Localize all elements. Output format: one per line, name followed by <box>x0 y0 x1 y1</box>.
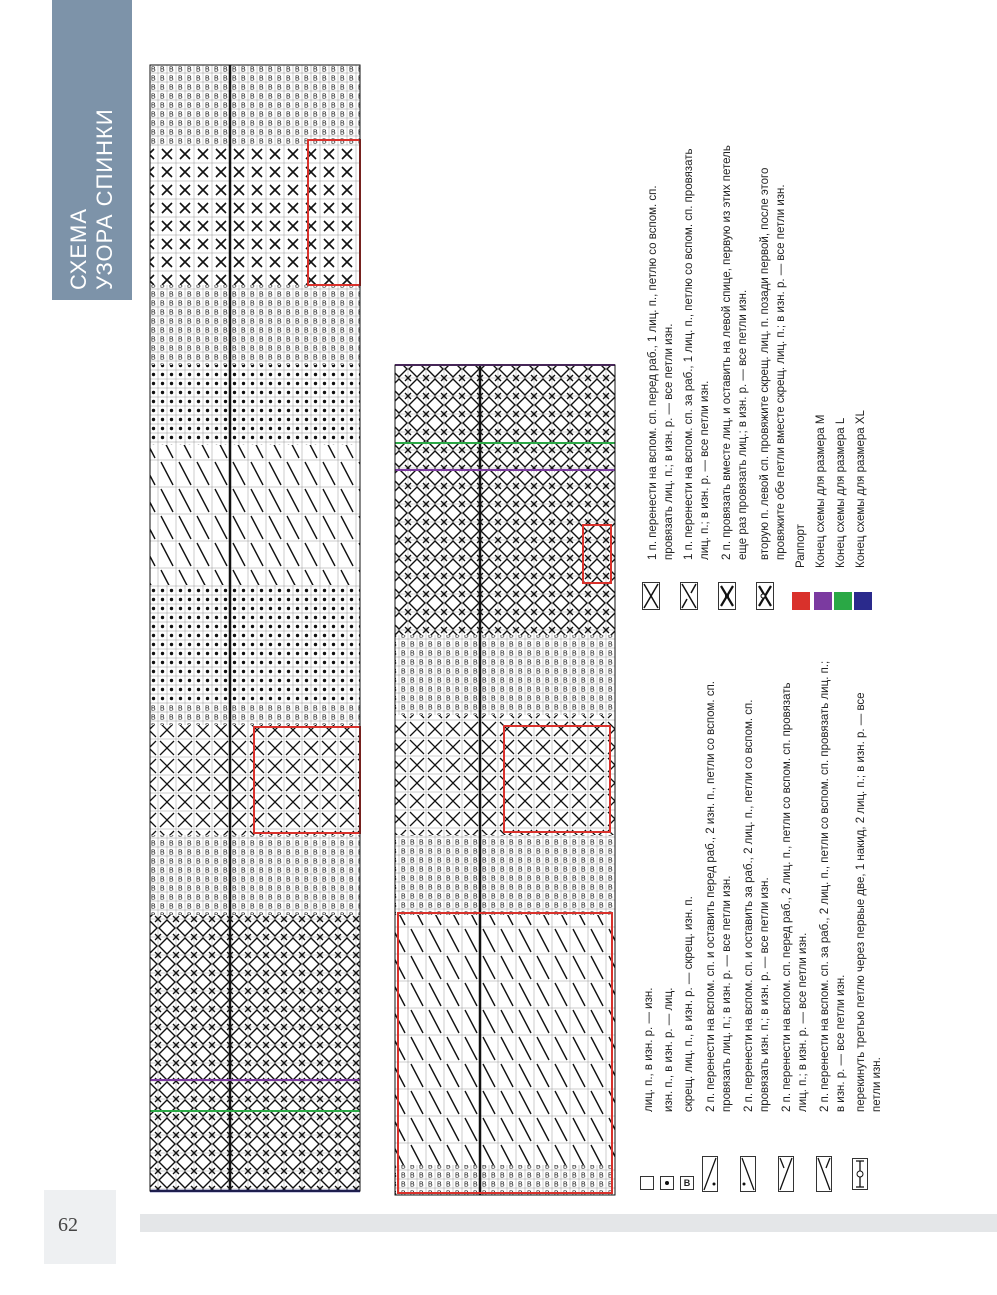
letter-v-square-icon: В <box>680 1176 694 1190</box>
legend-item-twist-back-line-1: вторую п. левой сп. провяжите скрещ. лиц. п. позади первой, после этого <box>759 167 771 560</box>
page-number-box <box>44 1190 116 1264</box>
purple-swatch <box>814 592 832 610</box>
section-title-tab <box>52 0 132 300</box>
twist-2-icon <box>718 582 736 610</box>
legend-color-xl: Конец схемы для размера XL <box>855 410 867 568</box>
legend-item-cross11-back-line-1: 1 п. перенести на вспом. сп. за раб., 1 лиц. п., петлю со вспом. сп. провязать <box>683 148 695 560</box>
page-number: 62 <box>58 1214 78 1236</box>
legend-item-purl: изн. п., в изн. р. — лиц. <box>663 987 675 1112</box>
cross-1-1-back-icon <box>680 582 698 610</box>
legend-item-cross-right-line-2: в изн. р. — все петли изн. <box>835 974 847 1112</box>
pass-loop-icon <box>852 1158 868 1190</box>
legend-color-l: Конец схемы для размера L <box>835 417 847 568</box>
legend-item-cross-back-line-1: 2 п. перенести на вспом. сп. и оставить за раб., 2 лиц. п., петли со вспом. сп. <box>743 699 755 1112</box>
legend-item-twisted: скрещ. лиц. п., в изн. р. — скрещ. изн. п. <box>683 896 695 1112</box>
legend-item-cross-front-line-2: провязать лиц. п.; в изн. р. — все петли изн. <box>721 875 733 1112</box>
green-swatch <box>834 592 852 610</box>
legend-color-m: Конец схемы для размера M <box>815 414 827 568</box>
legend-item-twist-back-line-2: провяжите обе петли вместе скрещ. лиц. п.; в изн. р. — все петли изн. <box>775 184 787 560</box>
legend-item-cross11-front-line-2: провязать лиц. п.; в изн. р. — все петли изн. <box>663 323 675 560</box>
empty-square-icon <box>640 1176 654 1190</box>
legend-item-twist-line-2: еще раз провязать лиц.; в изн. р. — все петли изн. <box>737 289 749 560</box>
legend-item-cross-front-line-1: 2 п. перенести на вспом. сп. и оставить перед раб., 2 изн. п., петли со вспом. сп. <box>705 681 717 1112</box>
legend-color-repeat: Раппорт <box>795 524 807 568</box>
legend-item-cross-back-line-2: провязать изн. п.; в изн. р. — все петли изн. <box>759 877 771 1112</box>
cross-2-2-right-icon <box>816 1156 832 1192</box>
navy-swatch <box>854 592 872 610</box>
knitting-chart-secondary <box>390 360 620 1200</box>
cross-1-1-front-icon <box>642 582 660 610</box>
red-swatch <box>792 592 810 610</box>
legend-item-cross11-back-line-2: лиц. п.; в изн. р. — все петли изн. <box>699 380 711 560</box>
title-line-2: УЗОРА СПИНКИ <box>92 108 117 290</box>
legend-item-cross-right-line-1: 2 п. перенести на вспом. сп. за раб., 2 лиц. п., петли со вспом. сп. провязать лиц. п.; <box>819 660 831 1112</box>
legend-item-cross11-front-line-1: 1 п. перенести на вспом. сп. перед раб., 1 лиц. п., петлю со вспом. сп. <box>647 185 659 560</box>
dot-square-icon <box>660 1176 674 1190</box>
legend-item-pass-loop-line-1: перекинуть третью петлю через первые две, 1 накид, 2 лиц. п.; в изн. р. — все <box>855 692 867 1112</box>
cross-2-2-back-icon <box>740 1156 756 1192</box>
knitting-chart-main <box>140 55 365 1200</box>
legend-item-knit: лиц. п., в изн. р. — изн. <box>643 987 655 1112</box>
legend-item-twist-line-1: 2 п. провязать вместе лиц. и оставить на левой спице, первую из этих петель <box>721 145 733 560</box>
cross-2-2-left-icon <box>778 1156 794 1192</box>
legend-item-cross-left-line-2: лиц. п.; в изн. р. — все петли изн. <box>797 932 809 1112</box>
legend-item-pass-loop-line-2: петли изн. <box>871 1057 883 1112</box>
cross-2-2-front-icon <box>702 1156 718 1192</box>
title-line-1: СХЕМА <box>66 208 91 290</box>
section-title <box>66 108 118 290</box>
footer-bar <box>140 1214 997 1232</box>
legend-item-cross-left-line-1: 2 п. перенести на вспом. сп. перед раб., 2 лиц. п., петли со вспом. сп. провязать <box>781 682 793 1112</box>
twist-2-back-icon <box>756 582 774 610</box>
